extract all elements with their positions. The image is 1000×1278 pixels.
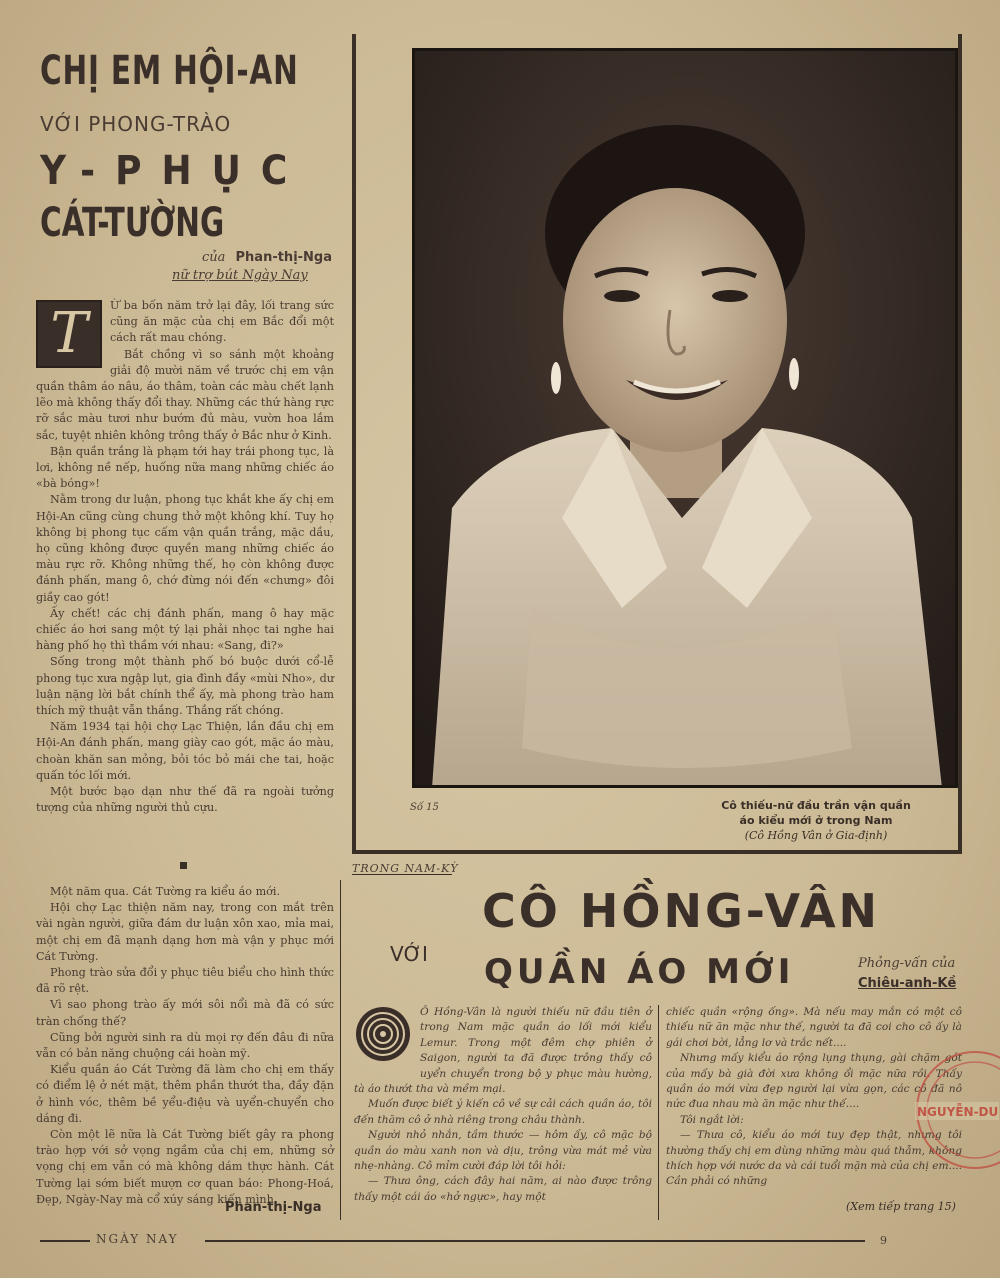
caption-line: Cô thiếu-nữ đầu trần vận quần xyxy=(721,799,911,812)
photo-bottom-rule xyxy=(352,850,962,854)
article2-title-line1: CÔ HỒNG-VÂN xyxy=(482,884,881,938)
article1-body-column xyxy=(36,298,334,817)
photo-right-rule xyxy=(958,34,962,854)
footer-rule-right xyxy=(205,1240,865,1242)
paragraph: Còn một lẽ nữa là Cát Tường biết gây ra phong trào hợp với sở vọng ngầm của chị em, những sở vọng chị em vẫn có mà không dám thực hành. Cát Tường lại sớm biết mượn cơ quan báo: Phong-Hoá, Đẹp, Ngày-Nay mà cổ xúy sáng kiến mình. xyxy=(36,1128,334,1206)
library-stamp xyxy=(915,1040,1000,1180)
photo-number: Số 15 xyxy=(410,802,439,813)
article2-kicker: TRONG NAM-KỲ xyxy=(352,862,459,875)
paragraph: Sống trong một thành phố bó buộc dưới cổ-lễ phong tục xưa ngập lụt, gia đình đầy «mùi Nho», dư luận nặng lời bắt chính thể ấy, mà phong trào ham thích mỹ thuật vẫn thắng. Thắng rất chóng. xyxy=(36,655,334,718)
paragraph: Người nhỏ nhắn, tầm thước — hôm ấy, cô mặc bộ quần áo màu xanh non và dịu, trông vừa mát mẻ vừa nhẹ-nhàng. Cô mỉm cười đáp lời tôi hỏi: xyxy=(354,1129,652,1173)
paragraph: Ấy chết! các chị đánh phấn, mang ô hay mặc chiếc áo hơi sang một tý lại phải nhọc tai nghe hai hàng phố họ thì thầm với nhau: «Sang, đi?» xyxy=(36,606,334,653)
article1-byline xyxy=(202,250,332,265)
portrait-photo xyxy=(412,48,958,788)
article1-title-line3: Y-PHỤC xyxy=(40,148,308,194)
continued-note: (Xem tiếp trang 15) xyxy=(846,1200,956,1213)
paragraph: Một bước bạo dạn như thế đã ra ngoài tưởng tượng của những người thủ cựu. xyxy=(36,785,334,815)
paragraph: — Thưa cô, kiểu áo mới tuy đẹp thật, nhưng tôi thường thấy chị em dùng những màu quá thẫm, không thích hợp với nước da và cái tuổi mặn mà của chị em.... Cần phải có những xyxy=(666,1129,962,1188)
paragraph: Hội chợ Lạc thiện năm nay, trong con mắt trên vài ngàn người, giữa đám dư luận xôn xao, mỉa mai, một chị em đã mạnh dạng hơn mà vận y phục mới Cát Tường. xyxy=(36,901,334,963)
dropcap: T xyxy=(36,300,102,368)
article2-title-voi: VỚI xyxy=(390,942,428,966)
section-separator xyxy=(180,862,187,869)
paragraph: Nhưng mấy kiểu áo rộng lụng thụng, gài chặm gót của mấy bà già đời xưa không ổi mặc nữa rồi. Thấy quần áo mới vừa đẹp người lại vừa gọn, các cô đã nô nức đua nhau mà ăn mặc như thế.... xyxy=(666,1052,962,1111)
article1-title-line2: VỚI PHONG-TRÀO xyxy=(40,112,232,136)
byline-prefix: của xyxy=(201,250,226,265)
paragraph: Nằm trong dư luận, phong tục khắt khe ấy chị em Hội-An cũng cùng chung thở một không khí. Tuy họ không bị phong tục cấm vận quần trắng, mặc dầu, họ cũng không được quyền mang những chiếc áo màu rực rỡ. Không những thế, họ còn không được đánh phấn, mang ô, chớ đừng nói đến «chưng» đôi giầy cao gót! xyxy=(36,493,334,604)
stamp-text: NGUYỄN-DU xyxy=(917,1105,999,1119)
caption-line: (Cô Hồng Vân ở Gia-định) xyxy=(744,829,888,842)
paragraph: chiếc quần «rộng ống». Mà nếu may mắn có một cô thiếu nữ ăn mặc như thế, người ta đã coi cho cô ấy là gái chơi bời, lẳng lơ và trắc nết.... xyxy=(666,1006,962,1049)
paragraph: Ô Hồng-Vân là người thiếu nữ đầu tiên ở trong Nam mặc quần áo lối mới kiểu Lemur. Trong một đêm chợ phiên ở Saigon, người ta đã được trông thấy cô uyển chuyển trong bộ y phục màu hường, tà áo thướt tha và mềm mại. xyxy=(354,1006,652,1096)
paragraph: Phong trào sửa đổi y phục tiêu biểu cho hình thức đã rõ rệt. xyxy=(36,966,334,996)
paragraph: Tôi ngắt lời: xyxy=(680,1113,744,1126)
paragraph: Ừ ba bốn năm trở lại đây, lối trang sức cũng ăn mặc của chị em Bắc đổi một cách rất mau chóng. xyxy=(110,299,334,345)
byline-author: Phan-thị-Nga xyxy=(235,250,332,265)
lower-column-rule-2 xyxy=(658,1005,659,1220)
ornamental-dropcap-icon xyxy=(354,1005,412,1063)
portrait-image xyxy=(412,48,958,788)
column-rule xyxy=(352,34,356,854)
paragraph: Cũng bởi người sinh ra dù mọi rợ đến đâu đi nữa vẫn có bản năng chuộng cái hoàn mỹ. xyxy=(36,1030,334,1061)
footer-rule-left xyxy=(40,1240,90,1242)
paragraph: Bắt chồng vì so sánh một khoảng giải độ mười năm về trước chị em vận quần thâm áo nâu, áo thâm, toàn các màu chết lạnh lẽo mà không thấy đổi thay. Những các thứ hàng rực rỡ sắc màu tươi như bướm đủ màu, vườn hoa lắm sắc, tuyệt nhiên không trông thấy ở Bắc như ở Kinh. xyxy=(36,347,334,442)
paragraph: Muốn được biết ý kiến cô về sự cải cách quần áo, tôi đến thăm cô ở nhà riêng trong châu thành. xyxy=(354,1098,652,1126)
article2-body-column xyxy=(354,1005,652,1205)
footer-publication: NGÀY NAY xyxy=(96,1232,179,1246)
paragraph: Một năm qua. Cát Tường ra kiểu áo mới. xyxy=(50,885,281,898)
paragraph: Kiểu quần áo Cát Tường đã làm cho chị em thấy có điểm lệ ở nét mặt, thêm phần thướt tha, đầy đặn ở hình vóc, thêm bề yểu-điệu và uyển-chuyển cho dáng đi. xyxy=(36,1063,334,1125)
article2-byline-prefix: Phỏng-vấn của xyxy=(858,956,956,971)
paragraph: — Thưa ông, cách đây hai năm, ai nào được trông thấy một cái áo «hở ngực», hay một xyxy=(354,1175,652,1203)
photo-caption xyxy=(680,798,952,843)
footer-page-number: 9 xyxy=(880,1234,887,1247)
paragraph: Năm 1934 tại hội chợ Lạc Thiện, lần đầu chị em Hội-An đánh phấn, mang giày cao gót, mặc áo màu, choàn khăn san mỏng, bỏi tóc bỏ mái che tai, hoặc quấn tóc lối mới. xyxy=(36,720,334,782)
article1-signature: Phan-thị-Nga xyxy=(225,1200,322,1215)
paragraph: Vì sao phong trào ấy mới sôi nổi mà đã có sức tràn chống thế? xyxy=(36,998,334,1028)
article1-byline-role: nữ trợ bút Ngày Nay xyxy=(172,268,308,283)
article1-body-column-2 xyxy=(36,884,334,1208)
article1-title-line1: CHỊ EM HỘI-AN xyxy=(40,48,299,94)
article2-title-line2: QUẦN ÁO MỚI xyxy=(484,952,795,992)
article2-byline-author: Chiêu-anh-Kề xyxy=(858,976,957,991)
lower-column-rule xyxy=(340,880,341,1220)
paragraph: Bận quần trắng là phạm tới hay trái phong tục, là lơi, không nề nếp, huống nữa mang những chiếc áo «bà bóng»! xyxy=(36,444,334,491)
caption-line: áo kiểu mới ở trong Nam xyxy=(739,814,893,827)
article1-title-line4: CÁT-TƯỜNG xyxy=(40,200,225,246)
